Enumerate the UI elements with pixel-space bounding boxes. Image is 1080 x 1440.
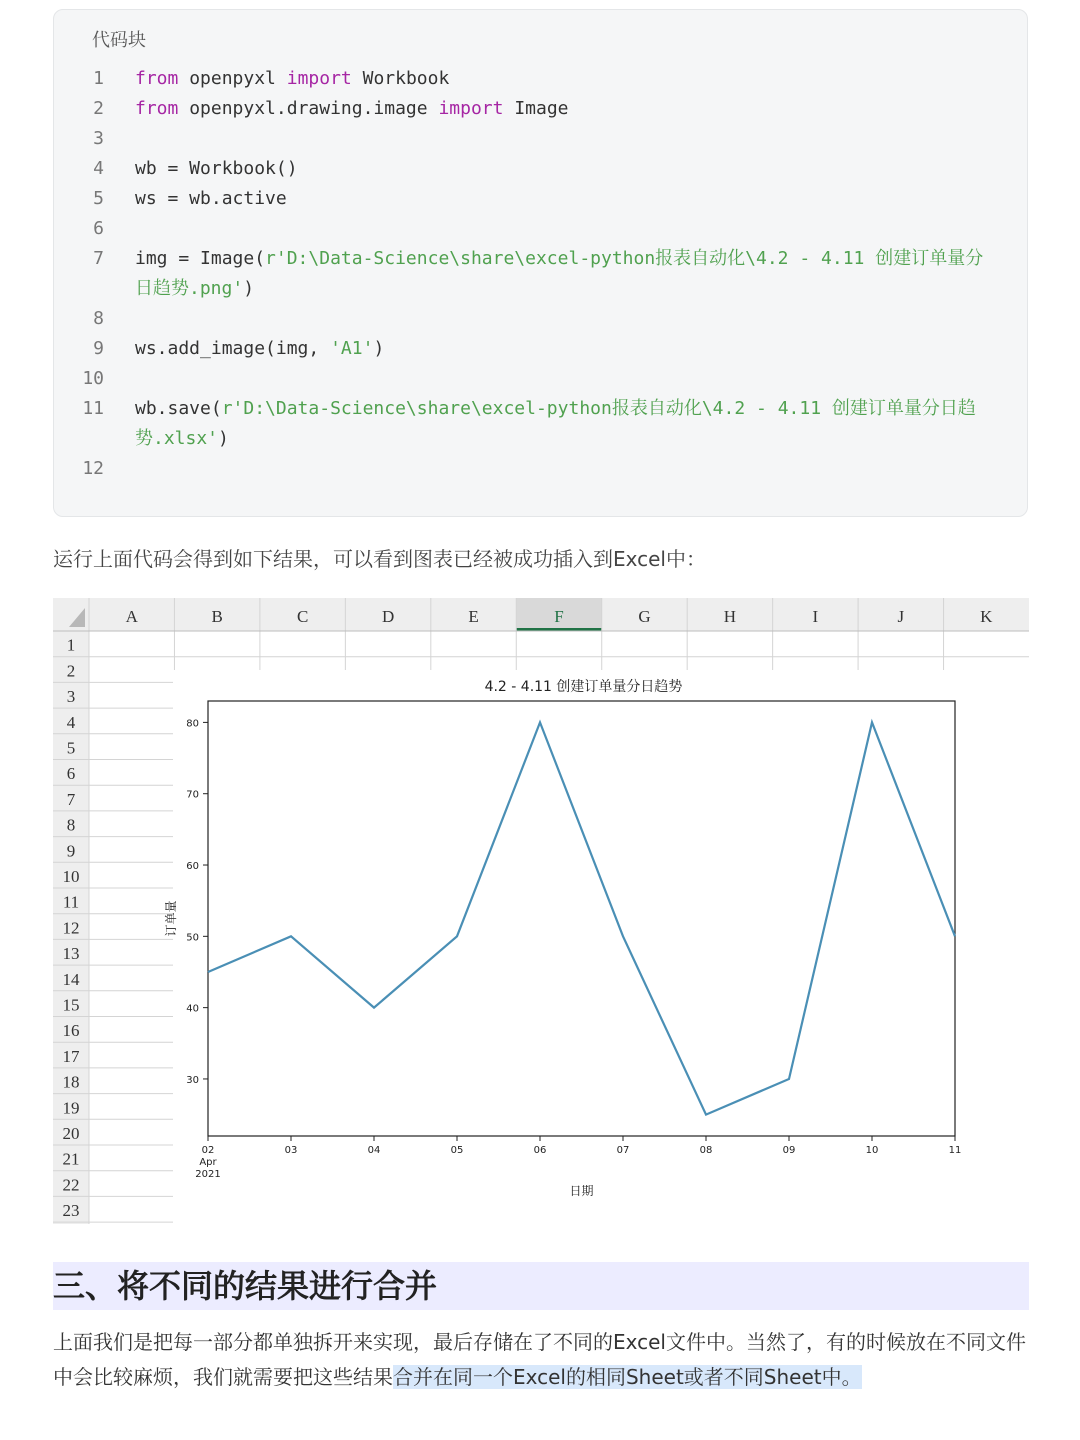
x-tick-label: 11 [948, 1145, 962, 1156]
code-line [54, 274, 1029, 304]
code-text [135, 64, 449, 94]
x-tick-label: 05 [450, 1145, 464, 1156]
code-line [54, 364, 1029, 394]
code-line [54, 154, 1029, 184]
x-tick-label: 10 [865, 1145, 879, 1156]
code-line [54, 304, 1029, 334]
y-tick-label: 80 [186, 718, 199, 730]
chart-title: 4.2 - 4.11 创建订单量分日趋势 [484, 679, 683, 695]
row-header-9: 9 [66, 841, 76, 861]
x-tick-label: 04 [367, 1145, 381, 1156]
row-header-12: 12 [62, 918, 80, 938]
line-number: 1 [93, 68, 104, 89]
code-line [54, 244, 1029, 274]
code-keyword: import [438, 98, 504, 119]
code-text [135, 394, 976, 424]
row-header-6: 6 [66, 764, 76, 784]
column-header-e: E [468, 607, 479, 626]
code-token: Image [503, 98, 569, 119]
excel-sheet-screenshot [53, 598, 1029, 1224]
column-header-g: G [638, 607, 651, 626]
line-number: 5 [93, 188, 104, 209]
code-text [135, 274, 254, 304]
code-token: openpyxl.drawing.image [178, 98, 439, 119]
y-tick-label: 40 [186, 1003, 199, 1015]
x-tick-label: 09 [782, 1145, 796, 1156]
y-tick-label: 60 [186, 861, 199, 873]
y-tick-label: 30 [186, 1074, 199, 1086]
x-axis-label: 日期 [569, 1184, 594, 1198]
code-token: img = Image( [135, 248, 266, 269]
merge-paragraph-highlight: 合并在同一个Excel的相同Sheet或者不同Sheet中。 [393, 1365, 862, 1389]
code-line [54, 424, 1029, 454]
row-header-21: 21 [62, 1149, 80, 1169]
code-token: wb = Workbook() [135, 158, 298, 179]
merge-paragraph-text: 上面我们是把每一部分都单独拆开来实现，最后存储在了不同的Excel文件中。当然了，有的时候放在不同文件中会比较麻烦，我们就需要把这些结果 [53, 1330, 1026, 1389]
x-tick-sublabel: 2021 [195, 1169, 221, 1180]
line-number: 7 [93, 248, 104, 269]
code-text [135, 244, 983, 274]
code-line [54, 214, 1029, 244]
line-number: 8 [93, 308, 104, 329]
column-header-c: C [296, 607, 309, 626]
row-header-7: 7 [66, 789, 76, 809]
code-token: ws.add_image(img, [135, 338, 331, 359]
code-line [54, 184, 1029, 214]
code-text [135, 184, 287, 214]
row-header-17: 17 [62, 1046, 80, 1066]
x-tick-label: 08 [699, 1145, 713, 1156]
code-text [135, 334, 384, 364]
code-text [135, 154, 298, 184]
row-header-4: 4 [66, 712, 76, 732]
column-header-d: D [381, 607, 395, 626]
row-header-8: 8 [66, 815, 76, 835]
code-token: ) [373, 338, 385, 359]
row-header-10: 10 [62, 867, 80, 886]
code-line [54, 454, 1029, 484]
chart-plot-area [208, 701, 955, 1136]
merge-paragraph [53, 1325, 1033, 1395]
code-block-label: 代码块 [92, 30, 146, 51]
code-line [54, 124, 1029, 154]
code-keyword: from [135, 98, 179, 119]
row-header-19: 19 [62, 1098, 80, 1118]
code-text [135, 94, 569, 124]
code-keyword: import [286, 68, 352, 89]
column-header-a: A [125, 607, 138, 626]
code-line [54, 64, 1029, 94]
row-header-14: 14 [62, 969, 80, 989]
row-header-16: 16 [62, 1021, 80, 1041]
code-token: wb.save( [135, 398, 222, 419]
code-string: 日趋势.png' [135, 278, 244, 299]
row-header-23: 23 [62, 1201, 80, 1221]
row-header-22: 22 [62, 1175, 80, 1195]
row-header-20: 20 [62, 1124, 80, 1143]
column-header-b: B [211, 607, 223, 626]
y-tick-label: 70 [186, 789, 199, 801]
column-header-h: H [723, 607, 737, 626]
code-string: r'D:\Data-Science\share\excel-python报表自动化\4.2 - 4.11 创建订单量分 [265, 248, 984, 269]
code-line [54, 94, 1029, 124]
code-token: ) [218, 428, 229, 449]
y-tick-label: 50 [186, 932, 199, 944]
column-header-k: K [980, 607, 993, 626]
line-number: 6 [93, 218, 104, 239]
row-header-11: 11 [62, 892, 80, 912]
code-block [53, 9, 1028, 517]
row-header-2: 2 [66, 661, 76, 681]
line-number: 4 [93, 158, 104, 179]
row-header-1: 1 [66, 635, 76, 655]
line-number: 12 [82, 458, 104, 479]
result-paragraph: 运行上面代码会得到如下结果，可以看到图表已经被成功插入到Excel中： [53, 547, 706, 571]
code-token: ws = wb.active [135, 188, 287, 209]
code-string: 'A1' [330, 338, 374, 359]
line-number: 11 [82, 398, 104, 419]
line-number: 9 [93, 338, 104, 359]
code-string: r'D:\Data-Science\share\excel-python报表自动化\4.2 - 4.11 创建订单量分日趋 [221, 398, 976, 419]
code-keyword: from [135, 68, 179, 89]
x-tick-label: 02 [201, 1145, 215, 1156]
line-number: 2 [93, 98, 104, 119]
code-token: Workbook [351, 68, 450, 89]
code-token: openpyxl [178, 68, 287, 89]
column-header-j: J [897, 607, 905, 626]
x-tick-label: 07 [616, 1145, 630, 1156]
line-number: 3 [93, 128, 104, 149]
section-heading: 三、将不同的结果进行合并 [53, 1267, 438, 1305]
code-token: ) [243, 278, 255, 299]
code-line [54, 394, 1029, 424]
code-text [135, 424, 229, 454]
row-header-13: 13 [62, 944, 80, 964]
column-header-i: I [812, 607, 819, 626]
x-tick-label: 06 [533, 1145, 547, 1156]
column-header-f: F [554, 607, 564, 626]
code-line [54, 334, 1029, 364]
x-tick-label: 03 [284, 1145, 298, 1156]
y-axis-label: 订单量 [164, 900, 178, 937]
row-header-15: 15 [62, 995, 80, 1015]
line-number: 10 [82, 368, 104, 389]
row-header-5: 5 [66, 738, 76, 758]
row-header-3: 3 [66, 687, 76, 707]
row-header-18: 18 [62, 1072, 80, 1092]
code-string: 势.xlsx' [135, 428, 219, 449]
x-tick-sublabel: Apr [199, 1157, 217, 1168]
